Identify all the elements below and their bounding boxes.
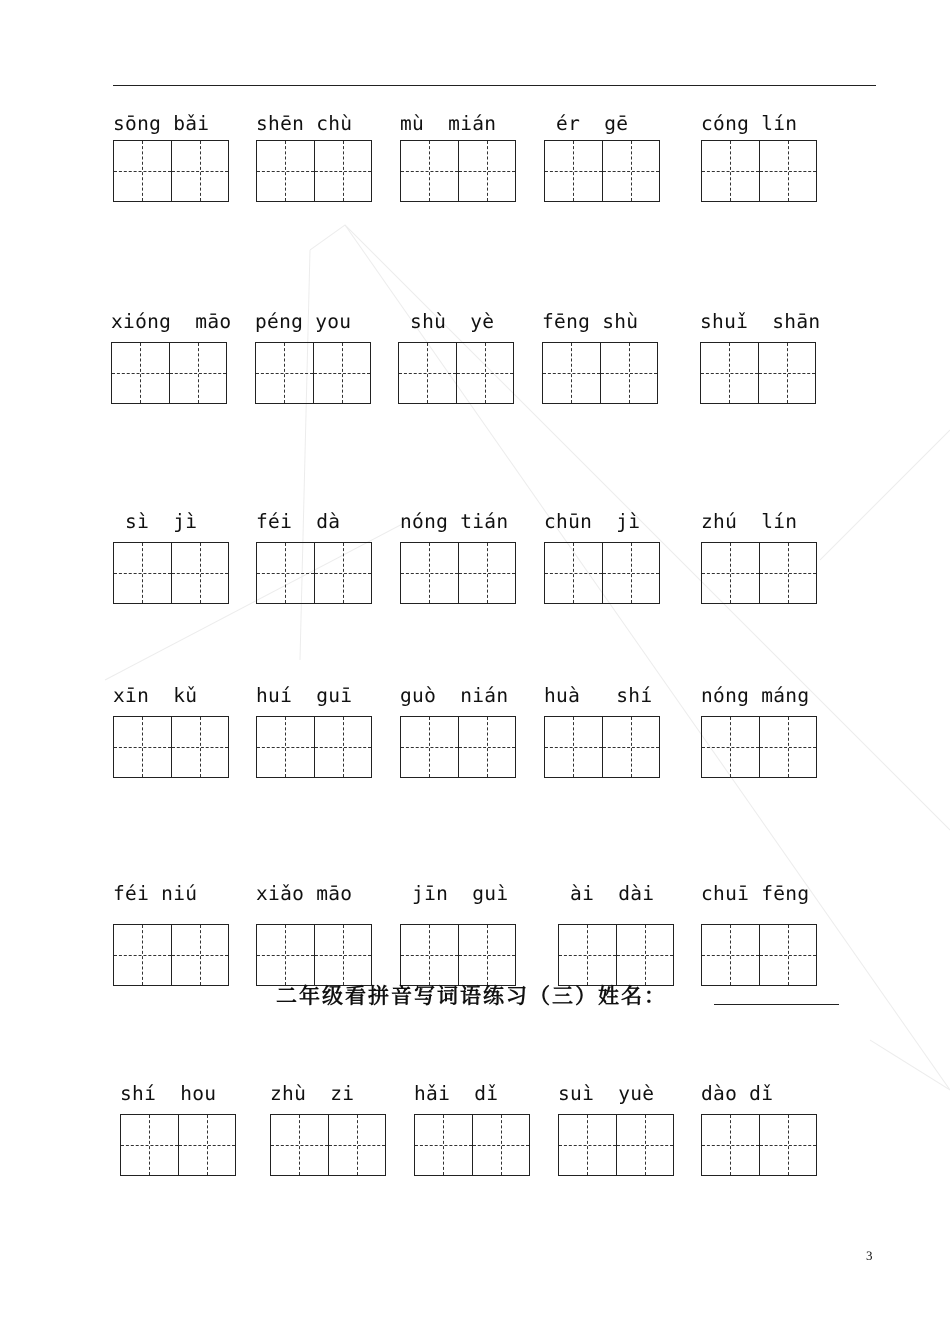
writing-grid: [414, 1114, 530, 1176]
writing-grid: [544, 542, 660, 604]
writing-cell[interactable]: [702, 925, 759, 985]
writing-cell[interactable]: [758, 343, 816, 403]
pinyin-label: zhú lín: [701, 510, 798, 533]
top-rule: [113, 85, 876, 86]
writing-cell[interactable]: [472, 1115, 530, 1175]
exercise-row: [0, 882, 950, 972]
writing-cell[interactable]: [545, 717, 602, 777]
writing-cell[interactable]: [178, 1115, 236, 1175]
writing-cell[interactable]: [759, 543, 817, 603]
pinyin-label: sì jì: [113, 510, 198, 533]
page-title: 二年级看拼音写词语练习（三）姓名：: [276, 983, 667, 1008]
pinyin-label: shí hou: [120, 1082, 217, 1105]
writing-cell[interactable]: [257, 543, 314, 603]
writing-grid: [270, 1114, 386, 1176]
writing-cell[interactable]: [314, 925, 372, 985]
pinyin-label: huà shí: [544, 684, 653, 707]
writing-cell[interactable]: [759, 925, 817, 985]
writing-cell[interactable]: [456, 343, 514, 403]
writing-grid: [113, 716, 229, 778]
writing-cell[interactable]: [602, 543, 660, 603]
pinyin-label: xiǎo māo: [256, 882, 353, 905]
writing-cell[interactable]: [545, 141, 602, 201]
writing-cell[interactable]: [559, 925, 616, 985]
pinyin-label: huí guī: [256, 684, 353, 707]
writing-grid: [113, 924, 229, 986]
writing-cell[interactable]: [602, 717, 660, 777]
writing-cell[interactable]: [759, 717, 817, 777]
writing-cell[interactable]: [602, 141, 660, 201]
writing-cell[interactable]: [171, 543, 229, 603]
writing-cell[interactable]: [121, 1115, 178, 1175]
pinyin-label: zhù zi: [270, 1082, 355, 1105]
writing-cell[interactable]: [171, 717, 229, 777]
exercise-row: [0, 112, 950, 202]
pinyin-label: féi dà: [256, 510, 341, 533]
writing-cell[interactable]: [257, 717, 314, 777]
writing-cell[interactable]: [458, 543, 516, 603]
writing-cell[interactable]: [759, 141, 817, 201]
writing-cell[interactable]: [171, 925, 229, 985]
writing-cell[interactable]: [114, 717, 171, 777]
pinyin-label: nóng tián: [400, 510, 509, 533]
writing-cell[interactable]: [169, 343, 227, 403]
writing-grid: [558, 924, 674, 986]
writing-grid: [400, 542, 516, 604]
pinyin-label: hǎi dǐ: [414, 1082, 499, 1105]
pinyin-label: xióng māo: [111, 310, 232, 333]
writing-cell[interactable]: [759, 1115, 817, 1175]
page-number: 3: [866, 1248, 873, 1263]
writing-grid: [400, 924, 516, 986]
writing-cell[interactable]: [458, 925, 516, 985]
writing-cell[interactable]: [257, 141, 314, 201]
writing-cell[interactable]: [114, 141, 171, 201]
writing-cell[interactable]: [271, 1115, 328, 1175]
exercise-row: [0, 1082, 950, 1172]
writing-cell[interactable]: [112, 343, 169, 403]
writing-cell[interactable]: [114, 925, 171, 985]
writing-cell[interactable]: [545, 543, 602, 603]
pinyin-label: dào dǐ: [701, 1082, 774, 1105]
writing-grid: [256, 140, 372, 202]
pinyin-label: shēn chù: [256, 112, 353, 135]
writing-cell[interactable]: [313, 343, 371, 403]
pinyin-label: nóng máng: [701, 684, 810, 707]
writing-grid: [113, 140, 229, 202]
writing-grid: [256, 924, 372, 986]
writing-grid: [701, 1114, 817, 1176]
writing-cell[interactable]: [543, 343, 600, 403]
writing-cell[interactable]: [559, 1115, 616, 1175]
writing-grid: [701, 542, 817, 604]
writing-grid: [558, 1114, 674, 1176]
pinyin-label: ài dài: [558, 882, 655, 905]
writing-cell[interactable]: [399, 343, 456, 403]
writing-grid: [256, 716, 372, 778]
writing-grid: [542, 342, 658, 404]
writing-cell[interactable]: [401, 141, 458, 201]
pinyin-label: shuǐ shān: [700, 310, 821, 333]
pinyin-label: shù yè: [398, 310, 495, 333]
pinyin-label: péng you: [255, 310, 352, 333]
writing-grid: [400, 716, 516, 778]
name-blank-line[interactable]: [714, 1004, 839, 1005]
writing-cell[interactable]: [701, 343, 758, 403]
writing-grid: [701, 716, 817, 778]
writing-cell[interactable]: [257, 925, 314, 985]
writing-grid: [255, 342, 371, 404]
exercise-row: [0, 684, 950, 774]
writing-grid: [544, 716, 660, 778]
writing-cell[interactable]: [401, 717, 458, 777]
writing-cell[interactable]: [314, 141, 372, 201]
writing-cell[interactable]: [314, 543, 372, 603]
writing-cell[interactable]: [600, 343, 658, 403]
pinyin-label: féi niú: [113, 882, 198, 905]
pinyin-label: chuī fēng: [701, 882, 810, 905]
writing-cell[interactable]: [458, 141, 516, 201]
writing-cell[interactable]: [458, 717, 516, 777]
writing-grid: [700, 342, 816, 404]
writing-grid: [120, 1114, 236, 1176]
pinyin-label: cóng lín: [701, 112, 798, 135]
writing-cell[interactable]: [702, 717, 759, 777]
writing-cell[interactable]: [702, 1115, 759, 1175]
exercise-row: [0, 510, 950, 600]
pinyin-label: sōng bǎi: [113, 112, 210, 135]
writing-cell[interactable]: [328, 1115, 386, 1175]
pinyin-label: xīn kǔ: [113, 684, 198, 707]
pinyin-label: ér gē: [544, 112, 629, 135]
writing-cell[interactable]: [256, 343, 313, 403]
exercise-row: [0, 310, 950, 400]
pinyin-label: mù mián: [400, 112, 497, 135]
writing-grid: [398, 342, 514, 404]
writing-grid: [400, 140, 516, 202]
writing-cell[interactable]: [616, 925, 674, 985]
pinyin-label: chūn jì: [544, 510, 641, 533]
writing-cell[interactable]: [401, 543, 458, 603]
pinyin-label: suì yuè: [558, 1082, 655, 1105]
pinyin-label: jīn guì: [400, 882, 509, 905]
writing-grid: [113, 542, 229, 604]
writing-cell[interactable]: [314, 717, 372, 777]
pinyin-label: fēng shù: [542, 310, 639, 333]
writing-grid: [111, 342, 227, 404]
writing-cell[interactable]: [702, 543, 759, 603]
writing-cell[interactable]: [401, 925, 458, 985]
writing-grid: [701, 924, 817, 986]
writing-cell[interactable]: [114, 543, 171, 603]
writing-cell[interactable]: [415, 1115, 472, 1175]
writing-cell[interactable]: [171, 141, 229, 201]
writing-cell[interactable]: [702, 141, 759, 201]
writing-cell[interactable]: [616, 1115, 674, 1175]
pinyin-label: guò nián: [400, 684, 509, 707]
writing-grid: [701, 140, 817, 202]
writing-grid: [544, 140, 660, 202]
writing-grid: [256, 542, 372, 604]
